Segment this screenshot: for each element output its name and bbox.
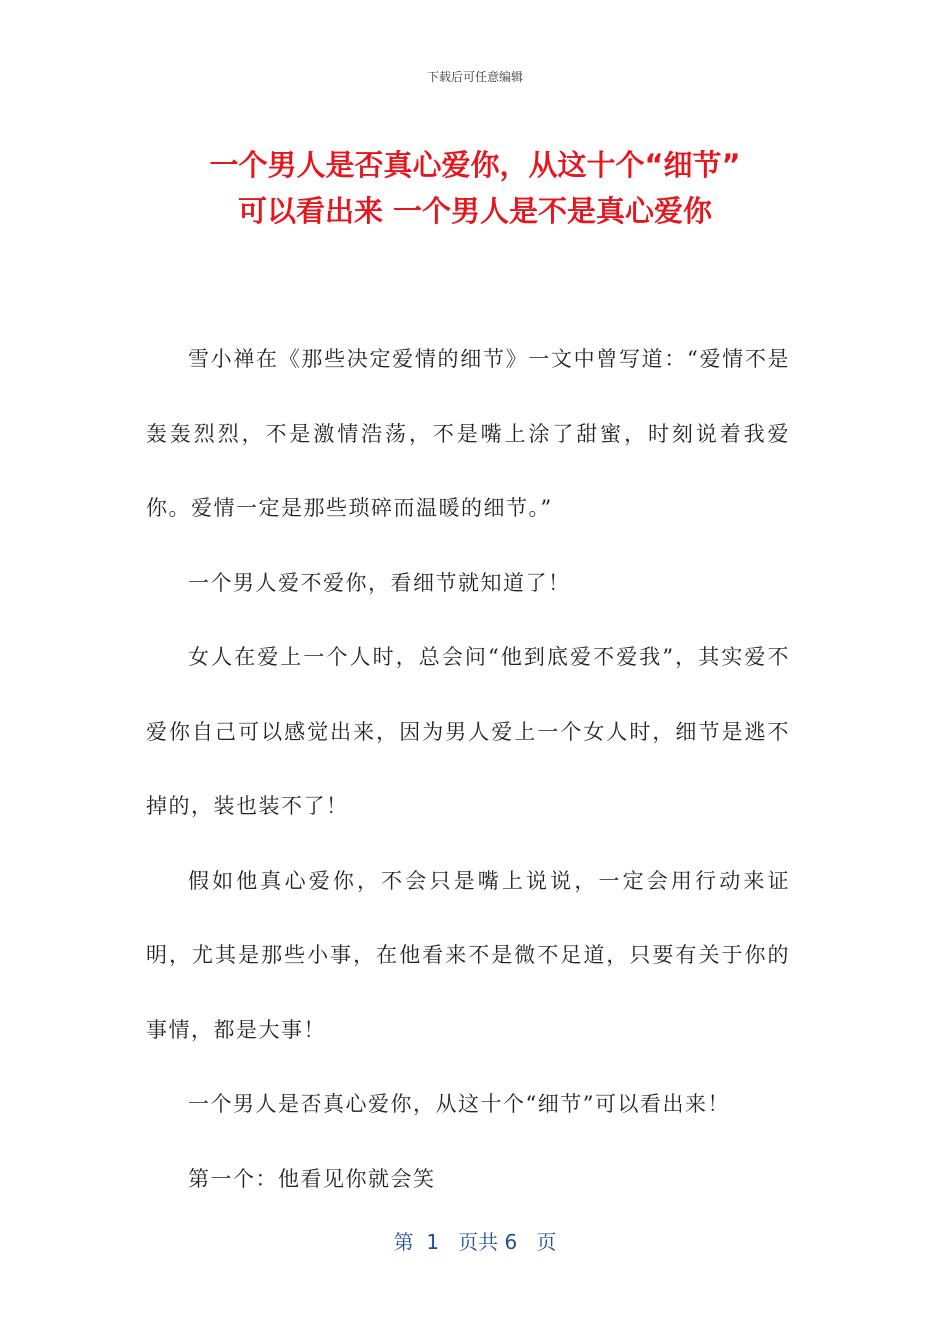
title-line-1: 一个男人是否真心爱你，从这十个“细节” bbox=[209, 148, 741, 182]
paragraph: 一个男人爱不爱你，看细节就知道了！ bbox=[188, 570, 571, 595]
title-line-2: 可以看出来 一个男人是不是真心爱你 bbox=[237, 194, 713, 228]
paragraph: 第一个：他看见你就会笑 bbox=[188, 1166, 436, 1191]
paragraph: 一个男人是否真心爱你，从这十个“细节”可以看出来！ bbox=[188, 1092, 730, 1116]
document-body bbox=[146, 322, 790, 1216]
document-title bbox=[100, 142, 850, 234]
header-note: 下载后可任意编辑 bbox=[426, 70, 523, 84]
paragraph: 假如他真心爱你，不会只是嘴上说说，一定会用行动来证明，尤其是那些小事，在他看来不是微不足道，只要有关于你的事情，都是大事！ bbox=[146, 868, 790, 1042]
page-footer: 第 1 页共 6 页 bbox=[393, 1230, 557, 1254]
paragraph: 女人在爱上一个人时，总会问“他到底爱不爱我”，其实爱不爱你自己可以感觉出来，因为男人爱上一个女人时，细节是逃不掉的，装也装不了！ bbox=[146, 645, 790, 818]
paragraph: 雪小禅在《那些决定爱情的细节》一文中曾写道：“爱情不是轰轰烈烈，不是激情浩荡，不是嘴上涂了甜蜜，时刻说着我爱你。爱情一定是那些琐碎而温暖的细节。” bbox=[146, 347, 790, 520]
